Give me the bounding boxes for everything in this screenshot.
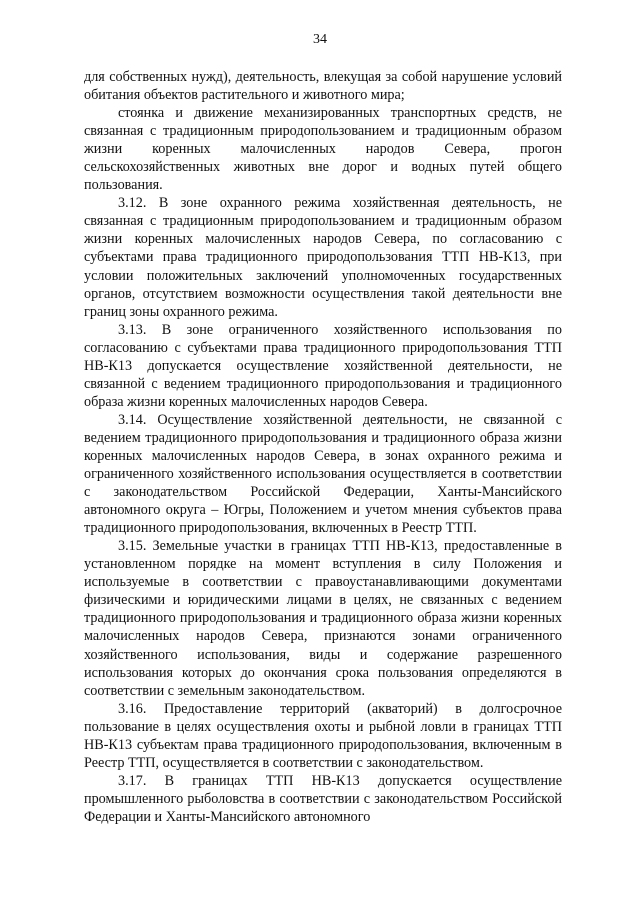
page-number: 34 [313,32,327,47]
paragraph-vehicles: стоянка и движение механизированных транспортных средств, не связанная с традиционным природопользованием и традиционным образом жизни коренных малочисленных народов Севера, прогон сельскохозяйственных животных вне дорог и водных путей общего пользования. [84,105,562,194]
paragraph-3-13: 3.13. В зоне ограниченного хозяйственного использования по согласованию с субъектами права традиционного природопользования ТТП НВ-К13 допускается осуществление хозяйственной деятельности, не связанной с ведением традиционного природопользования и традиционного образа жизни коренных малочисленных народов Севера. [84,321,562,410]
document-body [84,68,562,826]
paragraph-3-15: 3.15. Земельные участки в границах ТТП НВ-К13, предоставленные в установленном порядке на момент вступления в силу Положения и используемые в соответствии с правоустанавливающими документами физическими и юридическими лицами в целях, не связанных с ведением традиционного природопользования и традиционного образа жизни коренных малочисленных народов Севера, признаются зонами ограниченного хозяйственного использования, виды и содержание разрешенного использования которых до окончания срока пользования определяются в соответствии с земельным законодательством. [84,538,562,699]
paragraph-3-17: 3.17. В границах ТТП НВ-К13 допускается осуществление промышленного рыболовства в соответствии с законодательством Российской Федерации и Ханты-Мансийского автономного [84,772,562,825]
paragraph-continuation: для собственных нужд), деятельность, влекущая за собой нарушение условий обитания объектов растительного и животного мира; [84,69,562,104]
paragraph-3-12: 3.12. В зоне охранного режима хозяйственная деятельность, не связанная с традиционным природопользованием и традиционным образом жизни коренных малочисленных народов Севера, по согласованию с субъектами права традиционного природопользования ТТП НВ-К13, при условии положительных заключений уполномоченных государственных органов, отсутствием возможности осуществления такой деятельности вне границ зоны охранного режима. [84,195,562,320]
paragraph-3-14: 3.14. Осуществление хозяйственной деятельности, не связанной с ведением традиционного природопользования и традиционного образа жизни коренных малочисленных народов Севера, в зонах охранного режима и ограниченного хозяйственного использования осуществляется в соответствии с законодательством Российской Федерации, Ханты-Мансийского автономного округа – Югры, Положением и учетом мнения субъектов права традиционного природопользования, включенных в Реестр ТТП. [84,411,562,537]
paragraph-3-16: 3.16. Предоставление территорий (акваторий) в долгосрочное пользование в целях осуществления охоты и рыбной ловли в границах ТТП НВ-К13 субъектам права традиционного природопользования, включенным в Реестр ТТП, осуществляется в соответствии с законодательством. [84,700,562,771]
